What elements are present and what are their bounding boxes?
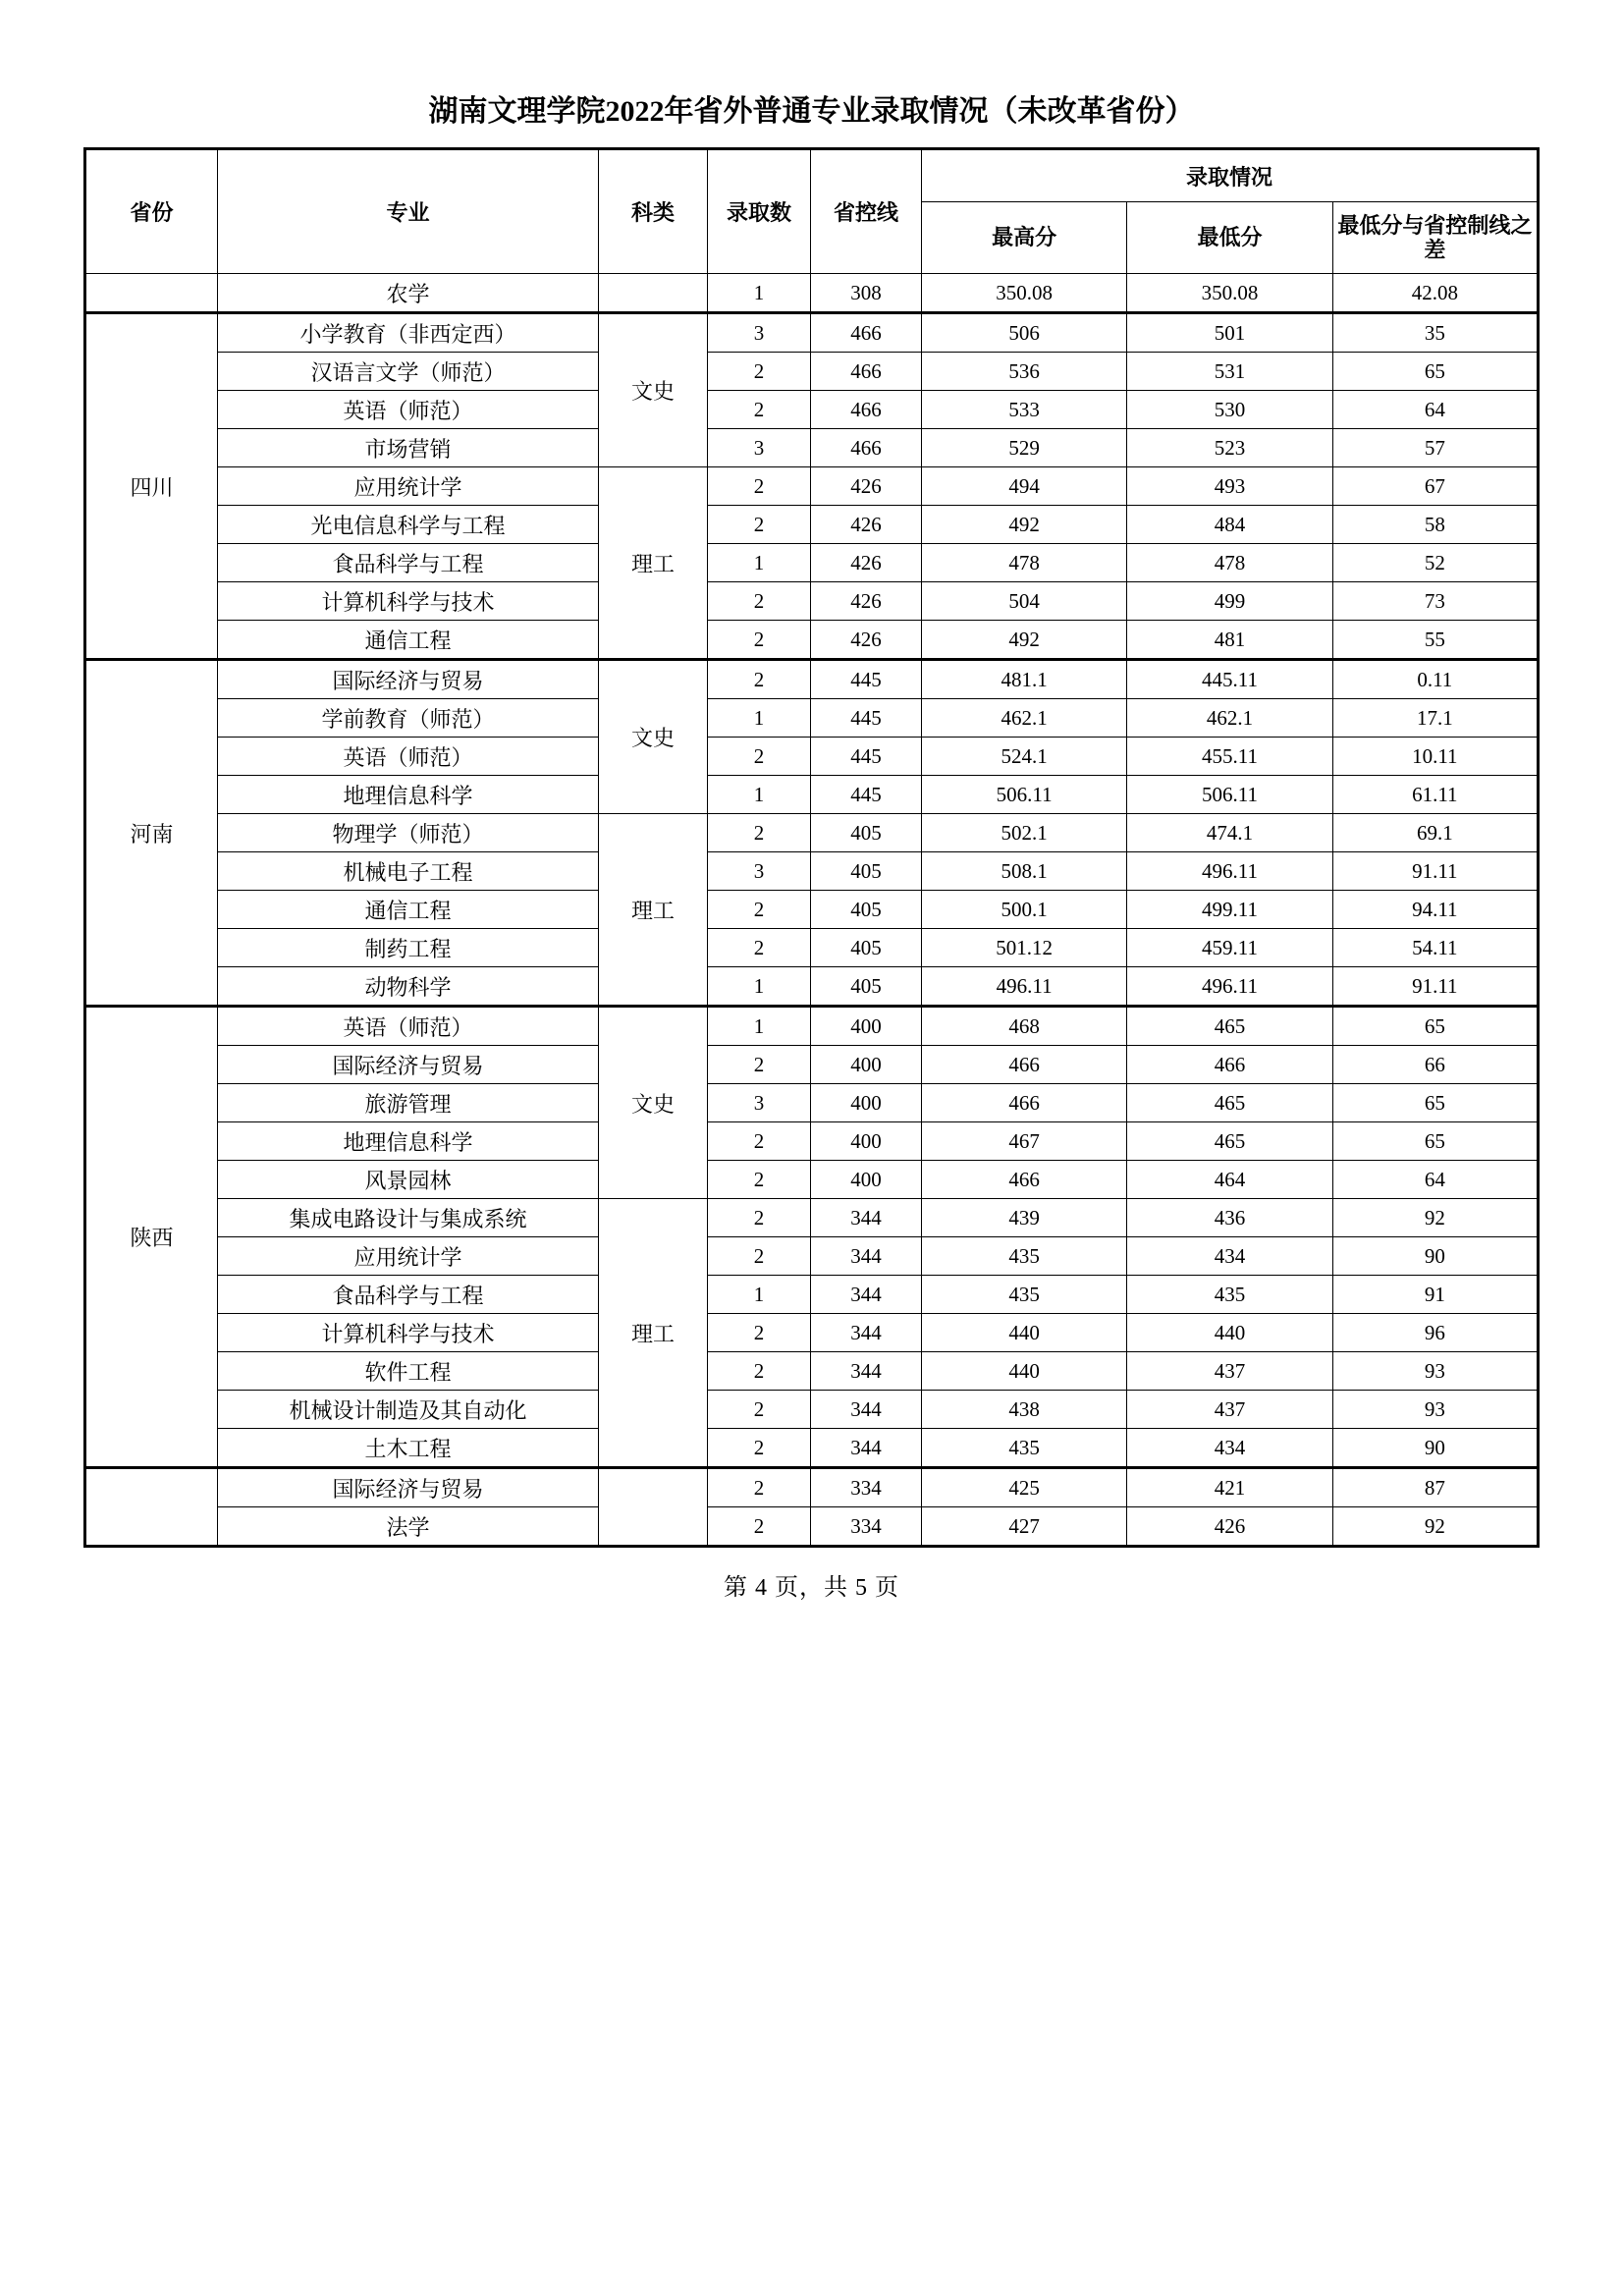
cell-score-diff: 93 xyxy=(1332,1391,1538,1429)
cell-score-diff: 65 xyxy=(1332,1084,1538,1122)
cell-control-line: 400 xyxy=(811,1122,922,1161)
cell-score-diff: 67 xyxy=(1332,467,1538,506)
cell-max-score: 502.1 xyxy=(922,814,1127,852)
cell-score-diff: 66 xyxy=(1332,1046,1538,1084)
cell-min-score: 445.11 xyxy=(1127,660,1332,699)
cell-count: 2 xyxy=(708,738,811,776)
cell-control-line: 344 xyxy=(811,1352,922,1391)
cell-min-score: 530 xyxy=(1127,391,1332,429)
cell-control-line: 344 xyxy=(811,1237,922,1276)
table-row xyxy=(85,1468,1539,1507)
cell-major: 食品科学与工程 xyxy=(218,1276,599,1314)
cell-min-score: 465 xyxy=(1127,1007,1332,1046)
table-row xyxy=(85,467,1539,506)
table-row xyxy=(85,1276,1539,1314)
cell-count: 2 xyxy=(708,506,811,544)
cell-score-diff: 52 xyxy=(1332,544,1538,582)
cell-category: 文史 xyxy=(599,660,708,814)
cell-category: 理工 xyxy=(599,814,708,1007)
cell-control-line: 405 xyxy=(811,929,922,967)
cell-count: 2 xyxy=(708,1429,811,1468)
cell-min-score: 437 xyxy=(1127,1352,1332,1391)
cell-control-line: 445 xyxy=(811,776,922,814)
cell-max-score: 467 xyxy=(922,1122,1127,1161)
cell-score-diff: 92 xyxy=(1332,1199,1538,1237)
cell-max-score: 500.1 xyxy=(922,891,1127,929)
cell-major: 英语（师范） xyxy=(218,391,599,429)
cell-major: 市场营销 xyxy=(218,429,599,467)
table-row xyxy=(85,776,1539,814)
cell-control-line: 445 xyxy=(811,738,922,776)
cell-major: 旅游管理 xyxy=(218,1084,599,1122)
table-row xyxy=(85,1391,1539,1429)
cell-min-score: 496.11 xyxy=(1127,852,1332,891)
cell-count: 2 xyxy=(708,891,811,929)
cell-max-score: 504 xyxy=(922,582,1127,621)
cell-max-score: 536 xyxy=(922,353,1127,391)
cell-max-score: 496.11 xyxy=(922,967,1127,1007)
cell-max-score: 506 xyxy=(922,313,1127,353)
cell-max-score: 492 xyxy=(922,621,1127,660)
col-header-count: 录取数 xyxy=(708,149,811,274)
cell-max-score: 440 xyxy=(922,1314,1127,1352)
cell-min-score: 421 xyxy=(1127,1468,1332,1507)
cell-control-line: 405 xyxy=(811,814,922,852)
cell-min-score: 426 xyxy=(1127,1507,1332,1547)
cell-min-score: 493 xyxy=(1127,467,1332,506)
cell-max-score: 533 xyxy=(922,391,1127,429)
cell-major: 机械电子工程 xyxy=(218,852,599,891)
cell-score-diff: 90 xyxy=(1332,1237,1538,1276)
cell-province: 河南 xyxy=(85,660,218,1007)
cell-min-score: 499.11 xyxy=(1127,891,1332,929)
cell-max-score: 350.08 xyxy=(922,274,1127,313)
cell-major: 应用统计学 xyxy=(218,467,599,506)
cell-count: 1 xyxy=(708,1007,811,1046)
cell-control-line: 308 xyxy=(811,274,922,313)
cell-control-line: 344 xyxy=(811,1276,922,1314)
cell-max-score: 435 xyxy=(922,1429,1127,1468)
cell-major: 农学 xyxy=(218,274,599,313)
cell-max-score: 524.1 xyxy=(922,738,1127,776)
cell-score-diff: 94.11 xyxy=(1332,891,1538,929)
cell-count: 2 xyxy=(708,1391,811,1429)
cell-score-diff: 17.1 xyxy=(1332,699,1538,738)
cell-score-diff: 61.11 xyxy=(1332,776,1538,814)
cell-score-diff: 42.08 xyxy=(1332,274,1538,313)
table-row xyxy=(85,391,1539,429)
table-row xyxy=(85,891,1539,929)
cell-min-score: 531 xyxy=(1127,353,1332,391)
cell-score-diff: 90 xyxy=(1332,1429,1538,1468)
cell-major: 动物科学 xyxy=(218,967,599,1007)
cell-count: 3 xyxy=(708,852,811,891)
cell-max-score: 529 xyxy=(922,429,1127,467)
table-row xyxy=(85,582,1539,621)
cell-control-line: 400 xyxy=(811,1084,922,1122)
admission-table xyxy=(83,147,1540,1548)
cell-score-diff: 54.11 xyxy=(1332,929,1538,967)
cell-max-score: 506.11 xyxy=(922,776,1127,814)
col-header-score-diff: 最低分与省控制线之差 xyxy=(1332,202,1538,274)
cell-control-line: 344 xyxy=(811,1429,922,1468)
cell-control-line: 426 xyxy=(811,506,922,544)
cell-max-score: 481.1 xyxy=(922,660,1127,699)
cell-major: 通信工程 xyxy=(218,621,599,660)
cell-count: 2 xyxy=(708,929,811,967)
cell-score-diff: 91.11 xyxy=(1332,967,1538,1007)
cell-count: 1 xyxy=(708,967,811,1007)
cell-count: 1 xyxy=(708,776,811,814)
cell-category xyxy=(599,274,708,313)
table-row xyxy=(85,621,1539,660)
cell-min-score: 434 xyxy=(1127,1429,1332,1468)
cell-score-diff: 93 xyxy=(1332,1352,1538,1391)
cell-max-score: 478 xyxy=(922,544,1127,582)
table-row xyxy=(85,814,1539,852)
cell-min-score: 434 xyxy=(1127,1237,1332,1276)
cell-control-line: 344 xyxy=(811,1391,922,1429)
cell-max-score: 494 xyxy=(922,467,1127,506)
cell-max-score: 466 xyxy=(922,1084,1127,1122)
table-row xyxy=(85,852,1539,891)
cell-major: 软件工程 xyxy=(218,1352,599,1391)
cell-major: 国际经济与贸易 xyxy=(218,1046,599,1084)
table-row xyxy=(85,1122,1539,1161)
cell-score-diff: 73 xyxy=(1332,582,1538,621)
cell-control-line: 334 xyxy=(811,1468,922,1507)
table-row xyxy=(85,1237,1539,1276)
table-body xyxy=(85,274,1539,1547)
cell-major: 地理信息科学 xyxy=(218,776,599,814)
table-row xyxy=(85,313,1539,353)
cell-max-score: 435 xyxy=(922,1237,1127,1276)
cell-count: 3 xyxy=(708,429,811,467)
cell-major: 集成电路设计与集成系统 xyxy=(218,1199,599,1237)
cell-count: 1 xyxy=(708,699,811,738)
table-row xyxy=(85,1314,1539,1352)
cell-min-score: 464 xyxy=(1127,1161,1332,1199)
col-header-major: 专业 xyxy=(218,149,599,274)
cell-min-score: 440 xyxy=(1127,1314,1332,1352)
col-header-max-score: 最高分 xyxy=(922,202,1127,274)
cell-major: 地理信息科学 xyxy=(218,1122,599,1161)
table-row xyxy=(85,1007,1539,1046)
table-row xyxy=(85,1352,1539,1391)
cell-count: 2 xyxy=(708,660,811,699)
cell-control-line: 334 xyxy=(811,1507,922,1547)
cell-score-diff: 96 xyxy=(1332,1314,1538,1352)
table-row xyxy=(85,967,1539,1007)
cell-min-score: 455.11 xyxy=(1127,738,1332,776)
cell-count: 2 xyxy=(708,621,811,660)
table-row xyxy=(85,929,1539,967)
cell-max-score: 427 xyxy=(922,1507,1127,1547)
cell-count: 1 xyxy=(708,274,811,313)
cell-score-diff: 87 xyxy=(1332,1468,1538,1507)
cell-control-line: 426 xyxy=(811,621,922,660)
cell-score-diff: 55 xyxy=(1332,621,1538,660)
cell-count: 2 xyxy=(708,353,811,391)
cell-province xyxy=(85,1468,218,1547)
cell-min-score: 481 xyxy=(1127,621,1332,660)
table-row xyxy=(85,1046,1539,1084)
cell-max-score: 425 xyxy=(922,1468,1127,1507)
cell-count: 2 xyxy=(708,1161,811,1199)
cell-score-diff: 65 xyxy=(1332,1122,1538,1161)
col-header-control-line: 省控线 xyxy=(811,149,922,274)
cell-score-diff: 0.11 xyxy=(1332,660,1538,699)
cell-score-diff: 91.11 xyxy=(1332,852,1538,891)
cell-category: 文史 xyxy=(599,1007,708,1199)
cell-min-score: 501 xyxy=(1127,313,1332,353)
cell-category xyxy=(599,1468,708,1547)
table-row xyxy=(85,660,1539,699)
table-row xyxy=(85,544,1539,582)
cell-count: 2 xyxy=(708,582,811,621)
cell-major: 机械设计制造及其自动化 xyxy=(218,1391,599,1429)
cell-major: 小学教育（非西定西） xyxy=(218,313,599,353)
cell-score-diff: 65 xyxy=(1332,353,1538,391)
cell-category: 理工 xyxy=(599,1199,708,1468)
cell-major: 英语（师范） xyxy=(218,738,599,776)
cell-min-score: 462.1 xyxy=(1127,699,1332,738)
cell-count: 2 xyxy=(708,1237,811,1276)
cell-control-line: 400 xyxy=(811,1161,922,1199)
cell-major: 国际经济与贸易 xyxy=(218,660,599,699)
cell-major: 光电信息科学与工程 xyxy=(218,506,599,544)
cell-control-line: 344 xyxy=(811,1314,922,1352)
cell-major: 物理学（师范） xyxy=(218,814,599,852)
table-row xyxy=(85,274,1539,313)
cell-count: 3 xyxy=(708,313,811,353)
cell-max-score: 435 xyxy=(922,1276,1127,1314)
cell-count: 2 xyxy=(708,814,811,852)
cell-score-diff: 58 xyxy=(1332,506,1538,544)
cell-count: 2 xyxy=(708,1468,811,1507)
cell-major: 法学 xyxy=(218,1507,599,1547)
cell-major: 通信工程 xyxy=(218,891,599,929)
table-row xyxy=(85,1161,1539,1199)
cell-province: 四川 xyxy=(85,313,218,660)
cell-count: 2 xyxy=(708,391,811,429)
cell-min-score: 435 xyxy=(1127,1276,1332,1314)
cell-count: 3 xyxy=(708,1084,811,1122)
cell-min-score: 437 xyxy=(1127,1391,1332,1429)
cell-count: 1 xyxy=(708,1276,811,1314)
cell-score-diff: 65 xyxy=(1332,1007,1538,1046)
table-row xyxy=(85,699,1539,738)
cell-control-line: 466 xyxy=(811,313,922,353)
table-row xyxy=(85,1507,1539,1547)
cell-score-diff: 35 xyxy=(1332,313,1538,353)
page-footer: 第 4 页，共 5 页 xyxy=(724,1575,899,1601)
cell-score-diff: 64 xyxy=(1332,391,1538,429)
cell-category: 文史 xyxy=(599,313,708,467)
cell-control-line: 466 xyxy=(811,429,922,467)
cell-control-line: 405 xyxy=(811,967,922,1007)
table-row xyxy=(85,429,1539,467)
page-title: 湖南文理学院2022年省外普通专业录取情况（未改革省份） xyxy=(428,95,1195,128)
cell-count: 2 xyxy=(708,1046,811,1084)
cell-min-score: 496.11 xyxy=(1127,967,1332,1007)
cell-major: 学前教育（师范） xyxy=(218,699,599,738)
col-header-min-score: 最低分 xyxy=(1127,202,1332,274)
cell-province xyxy=(85,274,218,313)
cell-major: 英语（师范） xyxy=(218,1007,599,1046)
cell-min-score: 459.11 xyxy=(1127,929,1332,967)
cell-score-diff: 64 xyxy=(1332,1161,1538,1199)
cell-province: 陕西 xyxy=(85,1007,218,1468)
col-header-province: 省份 xyxy=(85,149,218,274)
cell-control-line: 426 xyxy=(811,467,922,506)
table-row xyxy=(85,1084,1539,1122)
cell-max-score: 468 xyxy=(922,1007,1127,1046)
col-header-group-admission: 录取情况 xyxy=(922,149,1539,202)
cell-min-score: 506.11 xyxy=(1127,776,1332,814)
table-row xyxy=(85,506,1539,544)
table-row xyxy=(85,738,1539,776)
cell-min-score: 474.1 xyxy=(1127,814,1332,852)
cell-count: 2 xyxy=(708,1122,811,1161)
cell-control-line: 400 xyxy=(811,1007,922,1046)
cell-control-line: 466 xyxy=(811,353,922,391)
table-row xyxy=(85,1429,1539,1468)
cell-score-diff: 10.11 xyxy=(1332,738,1538,776)
cell-max-score: 466 xyxy=(922,1161,1127,1199)
cell-min-score: 523 xyxy=(1127,429,1332,467)
cell-min-score: 436 xyxy=(1127,1199,1332,1237)
cell-min-score: 465 xyxy=(1127,1122,1332,1161)
cell-max-score: 462.1 xyxy=(922,699,1127,738)
cell-control-line: 445 xyxy=(811,699,922,738)
cell-count: 2 xyxy=(708,1507,811,1547)
cell-max-score: 440 xyxy=(922,1352,1127,1391)
cell-control-line: 426 xyxy=(811,582,922,621)
cell-major: 风景园林 xyxy=(218,1161,599,1199)
cell-major: 计算机科学与技术 xyxy=(218,582,599,621)
cell-count: 2 xyxy=(708,1314,811,1352)
cell-count: 2 xyxy=(708,1199,811,1237)
cell-min-score: 350.08 xyxy=(1127,274,1332,313)
cell-count: 2 xyxy=(708,467,811,506)
cell-max-score: 439 xyxy=(922,1199,1127,1237)
table-row xyxy=(85,1199,1539,1237)
cell-major: 应用统计学 xyxy=(218,1237,599,1276)
table-row xyxy=(85,353,1539,391)
cell-min-score: 484 xyxy=(1127,506,1332,544)
header-row-top xyxy=(85,149,1539,202)
cell-category: 理工 xyxy=(599,467,708,660)
cell-max-score: 501.12 xyxy=(922,929,1127,967)
cell-score-diff: 91 xyxy=(1332,1276,1538,1314)
cell-control-line: 405 xyxy=(811,891,922,929)
cell-score-diff: 57 xyxy=(1332,429,1538,467)
cell-count: 1 xyxy=(708,544,811,582)
table-container xyxy=(0,147,1623,1548)
cell-count: 2 xyxy=(708,1352,811,1391)
cell-major: 国际经济与贸易 xyxy=(218,1468,599,1507)
cell-score-diff: 69.1 xyxy=(1332,814,1538,852)
cell-min-score: 499 xyxy=(1127,582,1332,621)
table-header xyxy=(85,149,1539,274)
cell-control-line: 405 xyxy=(811,852,922,891)
cell-major: 土木工程 xyxy=(218,1429,599,1468)
cell-control-line: 400 xyxy=(811,1046,922,1084)
cell-control-line: 445 xyxy=(811,660,922,699)
cell-min-score: 478 xyxy=(1127,544,1332,582)
cell-control-line: 466 xyxy=(811,391,922,429)
cell-control-line: 344 xyxy=(811,1199,922,1237)
cell-min-score: 465 xyxy=(1127,1084,1332,1122)
col-header-category: 科类 xyxy=(599,149,708,274)
cell-max-score: 466 xyxy=(922,1046,1127,1084)
cell-major: 制药工程 xyxy=(218,929,599,967)
cell-score-diff: 92 xyxy=(1332,1507,1538,1547)
cell-major: 食品科学与工程 xyxy=(218,544,599,582)
cell-control-line: 426 xyxy=(811,544,922,582)
cell-max-score: 508.1 xyxy=(922,852,1127,891)
cell-max-score: 438 xyxy=(922,1391,1127,1429)
cell-major: 计算机科学与技术 xyxy=(218,1314,599,1352)
cell-major: 汉语言文学（师范） xyxy=(218,353,599,391)
cell-max-score: 492 xyxy=(922,506,1127,544)
cell-min-score: 466 xyxy=(1127,1046,1332,1084)
